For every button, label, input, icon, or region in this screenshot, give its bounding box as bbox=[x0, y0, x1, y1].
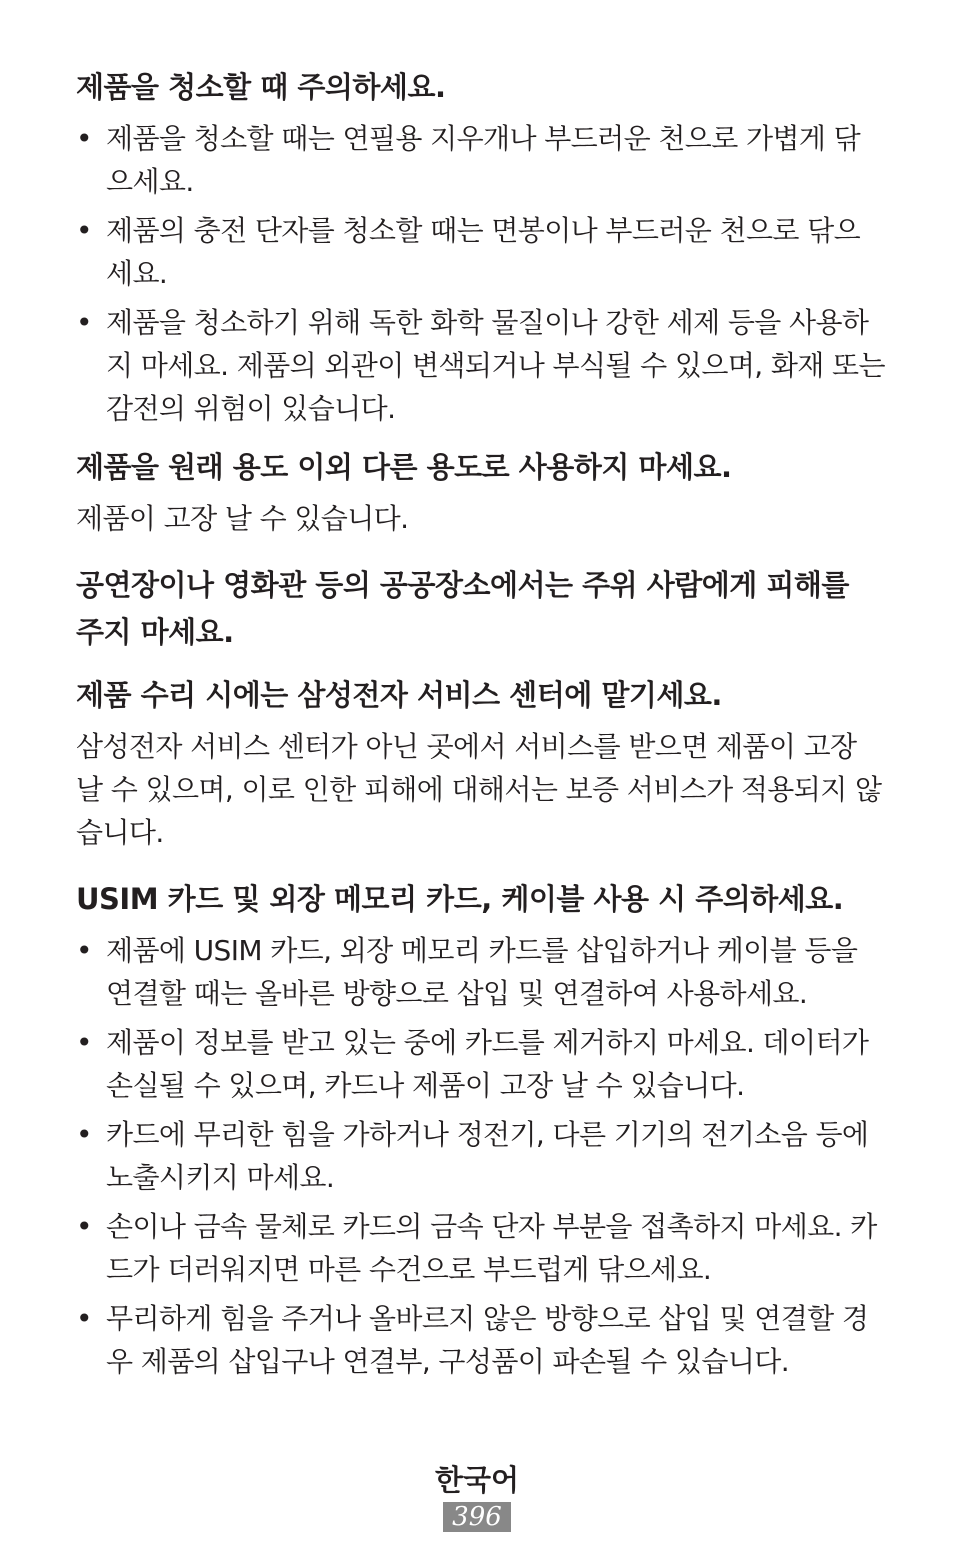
bullet-list bbox=[76, 117, 886, 430]
list-item bbox=[76, 1113, 886, 1199]
list-item bbox=[76, 929, 886, 1015]
bullet-icon: • bbox=[76, 1302, 92, 1335]
list-item bbox=[76, 1205, 886, 1291]
bullet-list bbox=[76, 929, 886, 1383]
section-heading: 제품을 청소할 때 주의하세요. bbox=[76, 70, 446, 104]
bullet-icon: • bbox=[76, 122, 92, 155]
list-item bbox=[76, 1297, 886, 1383]
list-item bbox=[76, 301, 886, 430]
bullet-icon: • bbox=[76, 306, 92, 339]
page-content bbox=[76, 64, 886, 1389]
section-text: 제품이 고장 날 수 있습니다. bbox=[76, 502, 409, 535]
section-text: 삼성전자 서비스 센터가 아닌 곳에서 서비스를 받으면 제품이 고장 날 수 있으며, 이로 인한 피해에 대해서는 보증 서비스가 적용되지 않습니다. bbox=[76, 730, 882, 849]
section-cleaning bbox=[76, 64, 886, 430]
section-public-places bbox=[76, 562, 886, 656]
page-number: 396 bbox=[443, 1502, 511, 1532]
list-item bbox=[76, 1021, 886, 1107]
list-item-text: 카드에 무리한 힘을 가하거나 정전기, 다른 기기의 전기소음 등에 노출시키지 마세요. bbox=[106, 1118, 869, 1194]
bullet-icon: • bbox=[76, 214, 92, 247]
list-item-text: 제품을 청소할 때는 연필용 지우개나 부드러운 천으로 가볍게 닦으세요. bbox=[106, 122, 861, 198]
section-repair bbox=[76, 672, 886, 854]
list-item-text: 제품의 충전 단자를 청소할 때는 면봉이나 부드러운 천으로 닦으세요. bbox=[106, 214, 861, 290]
page-footer bbox=[0, 1460, 954, 1532]
bullet-icon: • bbox=[76, 1210, 92, 1243]
section-intended-use bbox=[76, 444, 886, 540]
list-item bbox=[76, 209, 886, 295]
section-heading: 공연장이나 영화관 등의 공공장소에서는 주위 사람에게 피해를 주지 마세요. bbox=[76, 568, 849, 649]
list-item-text: 제품이 정보를 받고 있는 중에 카드를 제거하지 마세요. 데이터가 손실될 수 있으며, 카드나 제품이 고장 날 수 있습니다. bbox=[106, 1026, 869, 1102]
list-item-text: 제품을 청소하기 위해 독한 화학 물질이나 강한 세제 등을 사용하지 마세요. 제품의 외관이 변색되거나 부식될 수 있으며, 화재 또는 감전의 위험이 있습니다. bbox=[106, 306, 885, 425]
footer-language: 한국어 bbox=[434, 1463, 520, 1497]
list-item bbox=[76, 117, 886, 203]
bullet-icon: • bbox=[76, 934, 92, 967]
list-item-text: 손이나 금속 물체로 카드의 금속 단자 부분을 접촉하지 마세요. 카드가 더러워지면 마른 수건으로 부드럽게 닦으세요. bbox=[106, 1210, 877, 1286]
section-heading: USIM 카드 및 외장 메모리 카드, 케이블 사용 시 주의하세요. bbox=[76, 882, 844, 916]
section-heading: 제품을 원래 용도 이외 다른 용도로 사용하지 마세요. bbox=[76, 450, 732, 484]
section-cards-cables bbox=[76, 876, 886, 1383]
list-item-text: 제품에 USIM 카드, 외장 메모리 카드를 삽입하거나 케이블 등을 연결할 때는 올바른 방향으로 삽입 및 연결하여 사용하세요. bbox=[106, 934, 858, 1010]
list-item-text: 무리하게 힘을 주거나 올바르지 않은 방향으로 삽입 및 연결할 경우 제품의 삽입구나 연결부, 구성품이 파손될 수 있습니다. bbox=[106, 1302, 869, 1378]
bullet-icon: • bbox=[76, 1118, 92, 1151]
section-heading: 제품 수리 시에는 삼성전자 서비스 센터에 맡기세요. bbox=[76, 678, 722, 712]
bullet-icon: • bbox=[76, 1026, 92, 1059]
